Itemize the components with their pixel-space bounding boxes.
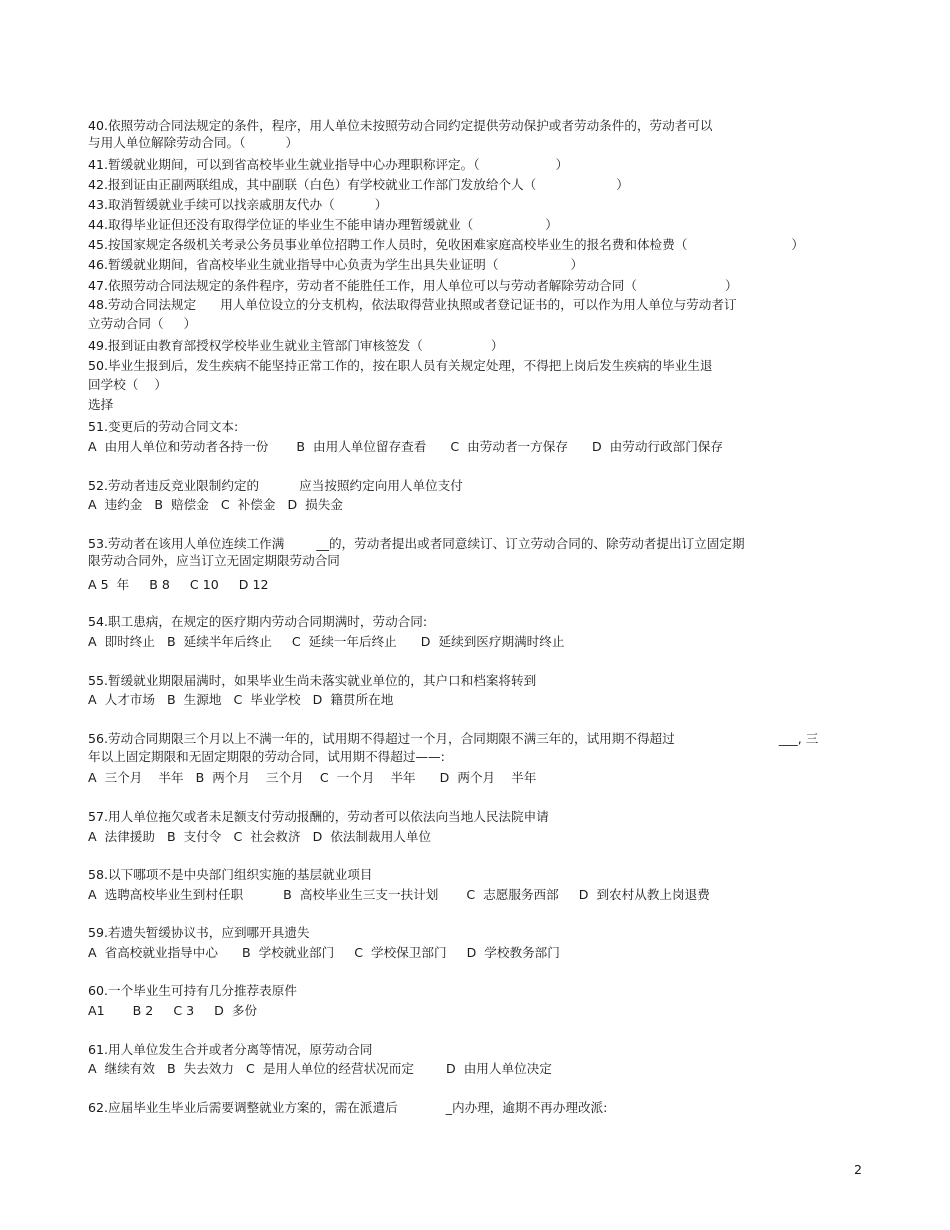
q48-line-1: 48.劳动合同法规定 用人单位设立的分支机构，依法取得营业执照或者登记证书的，可以作为用人单位与劳动者订 [88, 297, 737, 312]
q49: 49.报到证由教育部授权学校毕业生就业主管部门审核签发（ ） [88, 338, 504, 353]
q44: 44.取得毕业证但还没有取得学位证的毕业生不能申请办理暂缓就业（ ） [88, 217, 558, 232]
q55: 55.暂缓就业期限届满时，如果毕业生尚未落实就业单位的，其户口和档案将转到 [88, 673, 537, 688]
q50-line-1: 50.毕业生报到后，发生疾病不能坚持正常工作的，按在职人员有关规定处理，不得把上岗后发生疾病的毕业生退 [88, 358, 713, 373]
page-number: 2 [854, 1162, 863, 1177]
q59-options: A 省高校就业指导中心 B 学校就业部门 C 学校保卫部门 D 学校教务部门 [88, 945, 560, 960]
q53-line-2: 限劳动合同外，应当订立无固定期限劳动合同 [88, 553, 340, 568]
q43: 43.取消暂缓就业手续可以找亲戚朋友代办（ ） [88, 197, 388, 212]
q42: 42.报到证由正副两联组成，其中副联（白色）有学校就业工作部门发放给个人（ ） [88, 177, 629, 192]
q47: 47.依照劳动合同法规定的条件程序，劳动者不能胜任工作，用人单位可以与劳动者解除劳动合同（ ） [88, 278, 738, 293]
q61: 61.用人单位发生合并或者分离等情况，原劳动合同 [88, 1042, 373, 1057]
q58-options: A 选聘高校毕业生到村任职 B 高校毕业生三支一扶计划 C 志愿服务西部 D 到农村从教上岗退费 [88, 887, 710, 902]
q62: 62.应届毕业生毕业后需要调整就业方案的，需在派遣后 _内办理，逾期不再办理改派: [88, 1100, 608, 1115]
q61-options: A 继续有效 B 失去效力 C 是用人单位的经营状况而定 D 由用人单位决定 [88, 1061, 552, 1076]
q51-options: A 由用人单位和劳动者各持一份 B 由用人单位留存查看 C 由劳动者一方保存 D 由劳动行政部门保存 [88, 439, 723, 454]
q45: 45.按国家规定各级机关考录公务员事业单位招聘工作人员时，免收困难家庭高校毕业生的报名费和体检费（ ） [88, 237, 805, 252]
q60: 60.一个毕业生可持有几分推荐表原件 [88, 983, 297, 998]
q59: 59.若遗失暂缓协议书，应到哪开具遗失 [88, 925, 310, 940]
q57-options: A 法律援助 B 支付令 C 社会救济 D 依法制裁用人单位 [88, 829, 432, 844]
q52: 52.劳动者违反竞业限制约定的 应当按照约定向用人单位支付 [88, 478, 463, 493]
q54: 54.职工患病，在规定的医疗期内劳动合同期满时，劳动合同: [88, 614, 428, 629]
q57: 57.用人单位拖欠或者未足额支付劳动报酬的，劳动者可以依法向当地人民法院申请 [88, 809, 549, 824]
q58: 58.以下哪项不是中央部门组织实施的基层就业项目 [88, 867, 373, 882]
section-heading: 选择 [88, 397, 114, 412]
q55-options: A 人才市场 B 生源地 C 毕业学校 D 籍贯所在地 [88, 692, 394, 707]
q50-line-2: 回学校（ ） [88, 377, 167, 392]
q51: 51.变更后的劳动合同文本: [88, 419, 239, 434]
q53-options: A 5 年 B 8 C 10 D 12 [88, 577, 269, 592]
q56-line-1: 56.劳动合同期限三个月以上不满一年的，试用期不得超过一个月，合同期限不满三年的，试用期不得超过 ___, 三 [88, 731, 819, 746]
q48-line-2: 立劳动合同（ ） [88, 316, 197, 331]
q54-options: A 即时终止 B 延续半年后终止 C 延续一年后终止 D 延续到医疗期满时终止 [88, 634, 565, 649]
q56-options: A 三个月 半年 B 两个月 三个月 C 一个月 半年 D 两个月 半年 [88, 770, 537, 785]
q41: 41.暂缓就业期间，可以到省高校毕业生就业指导中心办理职称评定。（ ） [88, 157, 569, 172]
q56-line-2: 年以上固定期限和无固定期限的劳动合同，试用期不得超过——: [88, 749, 445, 764]
q46: 46.暂缓就业期间，省高校毕业生就业指导中心负责为学生出具失业证明（ ） [88, 257, 584, 272]
q40-line-2: 与用人单位解除劳动合同。（ ） [88, 135, 299, 150]
q40-line-1: 40.依照劳动合同法规定的条件，程序，用人单位未按照劳动合同约定提供劳动保护或者劳动条件的，劳动者可以 [88, 118, 713, 133]
q53-line-1: 53.劳动者在该用人单位连续工作满 __的，劳动者提出或者同意续订、订立劳动合同的、除劳动者提出订立固定期 [88, 536, 745, 551]
q52-options: A 违约金 B 赔偿金 C 补偿金 D 损失金 [88, 497, 343, 512]
q60-options: A1 B 2 C 3 D 多份 [88, 1003, 258, 1018]
